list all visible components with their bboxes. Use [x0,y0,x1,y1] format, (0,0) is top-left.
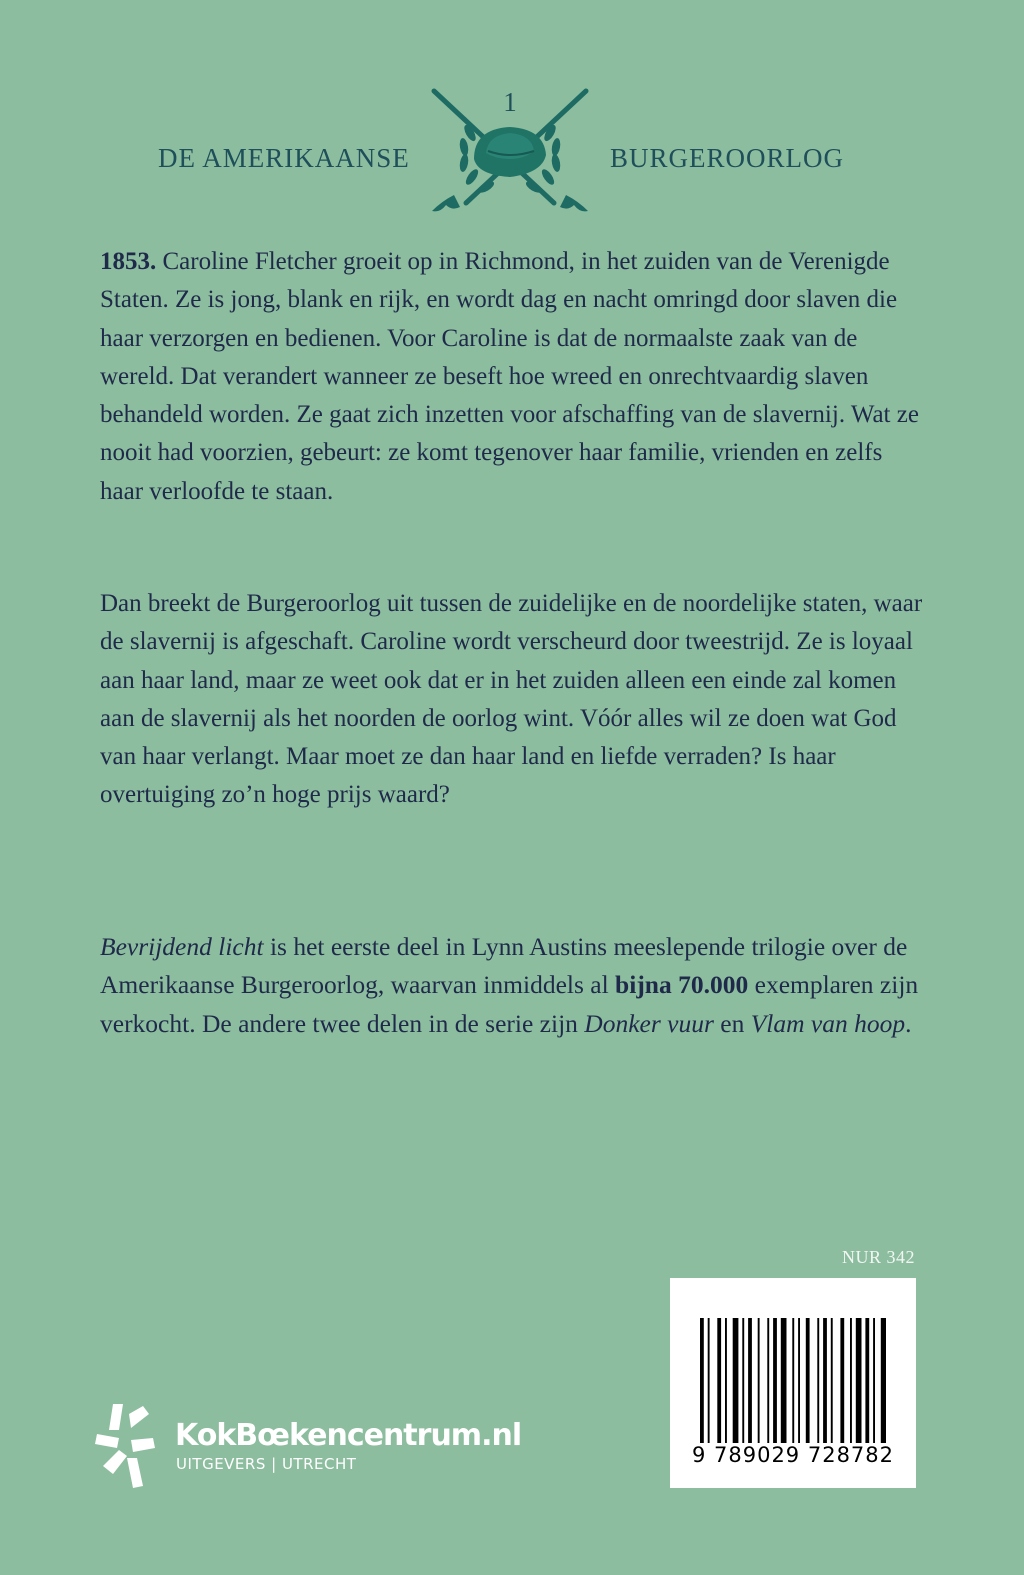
series-info-paragraph [100,928,930,1043]
barcode-panel [670,1278,916,1488]
barcode-icon [700,1318,886,1443]
series-emblem [428,85,592,220]
book-title-1: Bevrijdend licht [100,932,264,961]
paragraph-2-text: Dan breekt de Burgeroorlog uit tussen de zuidelijke en de noordelijke staten, waar de slavernij is afgeschaft. Caroline wordt verscheurd door tweestrijd. Ze is loyaal aan haar land, maar ze weet ook dat er in het zuiden alleen een einde zal komen aan de slavernij als het noorden de oorlog wint. Vóór alles wil ze doen wat God van haar verlangt. Maar moet ze dan haar land en liefde verraden? Is haar overtuiging zo’n hoge prijs waard? [100,590,923,809]
sales-count: bijna 70.000 [615,970,749,1000]
paragraph-3-text-b: exemplaren zijn verkocht. De andere twee delen in de serie zijn [100,970,919,1038]
book-title-2: Donker vuur [584,1008,714,1038]
series-title-left: DE AMERIKAANSE [158,143,410,173]
series-header [0,85,1024,220]
publisher-block [95,1400,545,1495]
paragraph-3-text-d: . [905,1008,912,1038]
book-title-3: Vlam van hoop [750,1008,906,1038]
series-title-right: BURGEROORLOG [610,143,845,173]
year-label: 1853. [100,248,157,275]
paragraph-1-text: Caroline Fletcher groeit op in Richmond, in het zuiden van de Verenigde Staten. Ze is jong, blank en rijk, en wordt dag en nacht omringd door slaven die haar verzorgen en bedienen. Voor Caroline is dat de normaalste zaak van de wereld. Dat verandert wanneer ze beseft hoe wreed en onrechtvaardig slaven behandeld worden. Ze gaat zich inzetten voor afschaffing van de slavernij. Wat ze nooit had voorzien, gebeurt: ze komt tegenover haar familie, vrienden en zelfs haar verloofde te staan. [100,248,919,505]
publisher-name: KokBœkencentrum.nl [175,1418,522,1453]
volume-number: 1 [503,87,517,117]
synopsis-paragraph-2 [100,585,930,815]
synopsis-paragraph-1 [100,243,930,511]
nur-code: NUR 342 [841,1247,915,1267]
isbn-number: 9 789029 728782 [691,1443,895,1467]
kok-logo-icon [95,1400,157,1490]
publisher-subline: UITGEVERS | UTRECHT [176,1455,357,1473]
paragraph-3-text-c: en [713,1008,751,1038]
paragraph-3-text-a: is het eerste deel in Lynn Austins meeslepende trilogie over de Amerikaanse Burgeroorlog, waarvan inmiddels al [100,932,908,1000]
